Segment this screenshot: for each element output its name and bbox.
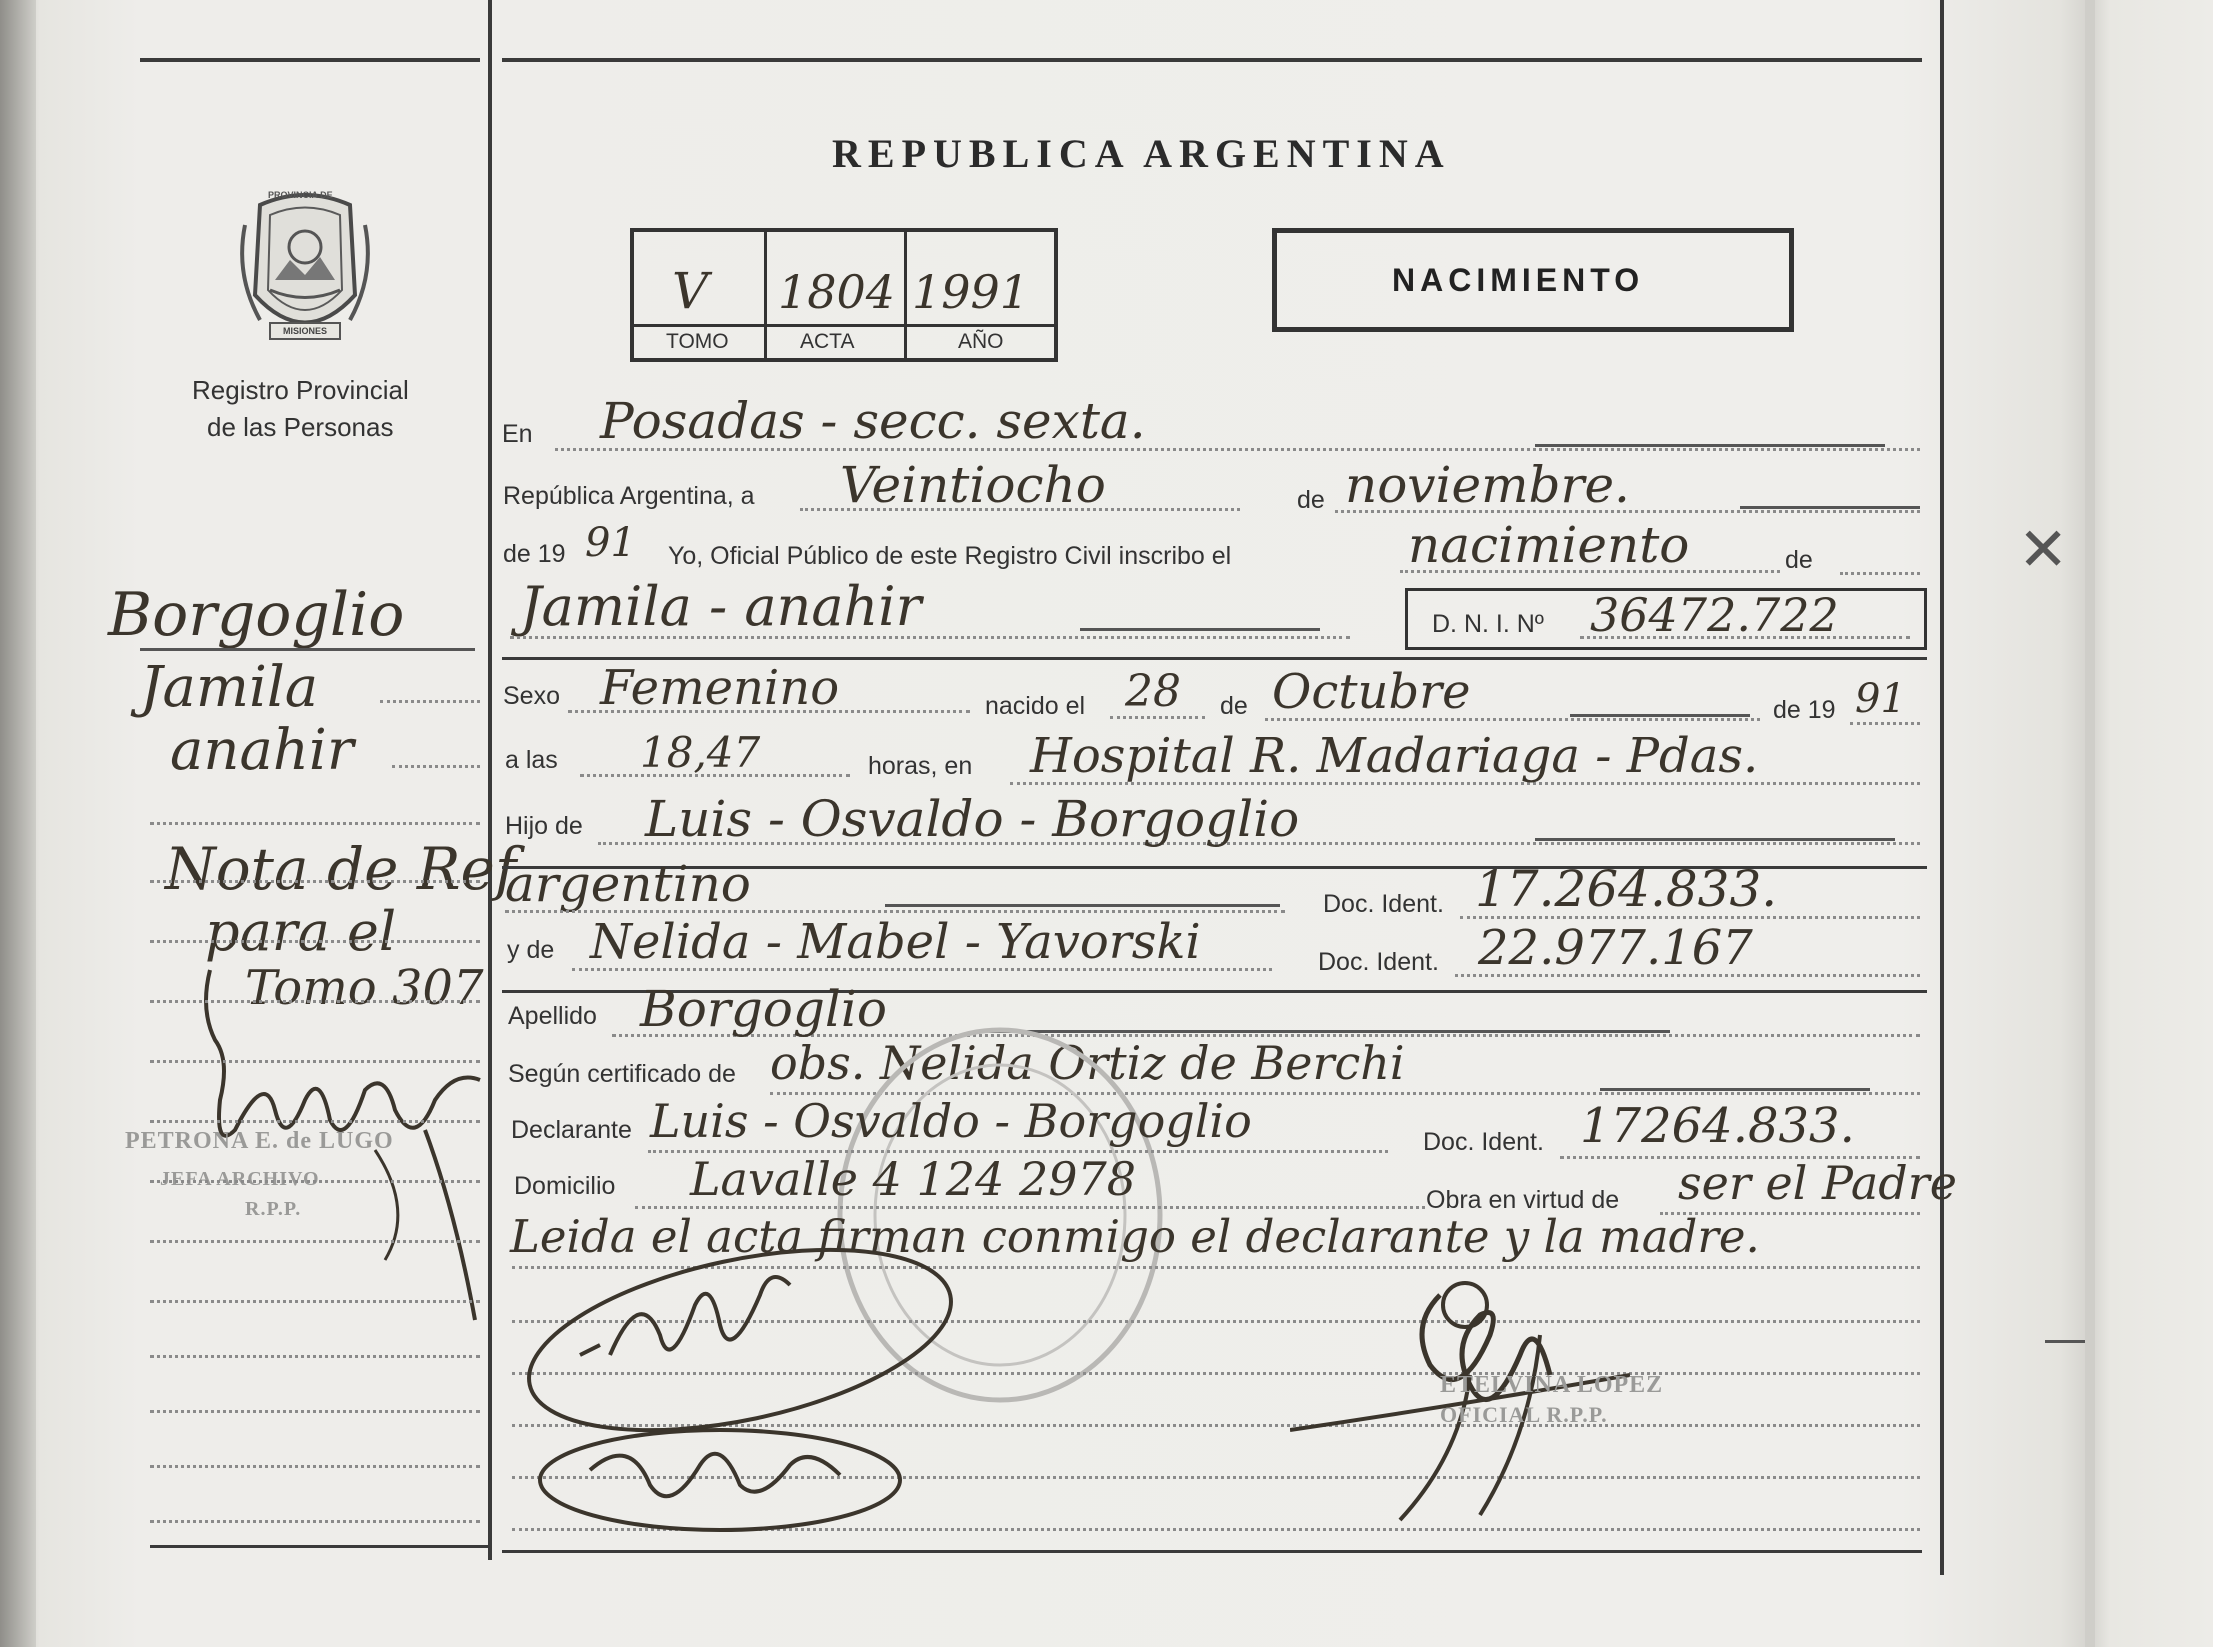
acta-value: 1804 [778,265,896,319]
label-domicilio: Domicilio [514,1172,616,1200]
value-hora: 18,47 [640,728,761,777]
value-nac-anio: 91 [1855,676,1906,722]
top-rule-main [502,58,1922,62]
label-horas: horas, en [868,752,973,780]
label-de-nombre: de [1785,546,1813,574]
value-obra: ser el Padre [1678,1156,1957,1210]
margin-stamp-line-1: PETRONA E. de LUGO [125,1128,394,1154]
anio-label: AÑO [958,330,1004,353]
label-republica: República Argentina, a [503,482,755,510]
top-rule-left [140,58,480,62]
binding-edge [0,0,36,1647]
value-madre: Nelida - Mabel - Yavorski [590,914,1201,970]
page-title: REPUBLICA ARGENTINA [832,131,1451,176]
label-segun: Según certificado de [508,1060,736,1088]
margin-rule-line [150,880,480,883]
right-frame [1940,0,1944,1575]
label-doc2: Doc. Ident. [1318,948,1439,976]
margin-rule-line [150,1300,480,1303]
margin-surname: Borgoglio [108,580,405,650]
value-apellido: Borgoglio [640,980,887,1038]
label-sexo: Sexo [503,682,560,710]
value-en: Posadas - secc. sexta. [600,392,1146,450]
label-doc3: Doc. Ident. [1423,1128,1544,1156]
margin-note-line-3: Tomo 307 [245,960,484,1016]
label-declarante: Declarante [511,1116,632,1144]
value-mes: noviembre. [1345,456,1630,514]
margin-rule-line [150,1000,480,1003]
bottom-rule-left [150,1545,490,1548]
value-declarante: Luis - Osvaldo - Borgoglio [650,1094,1252,1148]
value-sexo: Femenino [600,660,840,716]
margin-surname-line [140,648,475,651]
value-segun: obs. Nelida Ortiz de Berchi [770,1036,1405,1090]
margin-rule-line [150,1120,480,1123]
anio-value: 1991 [912,265,1030,319]
margin-rule-line [150,822,480,825]
margin-note-line-2: para el [205,900,397,963]
label-oficial: Yo, Oficial Público de este Registro Civil inscribo el [668,542,1232,570]
margin-rule-line [150,1520,480,1523]
margin-note-line-1: Nota de Ref [165,835,517,903]
label-nacido: nacido el [985,692,1086,720]
margin-rule-line [150,1240,480,1243]
label-de-mes: de [1297,486,1325,514]
margin-rule-line [150,1180,480,1183]
official-stamp-line-2: OFICIAL R.P.P. [1440,1402,1608,1427]
label-doc1: Doc. Ident. [1323,890,1444,918]
margin-rule-line [150,1465,480,1468]
label-obra: Obra en virtud de [1426,1186,1620,1214]
emblem-top-text: PROVINCIA DE [268,190,333,200]
value-dia: Veintiocho [840,456,1106,514]
act-type-label: NACIMIENTO [1392,262,1645,298]
declarant-signature [520,1245,980,1545]
value-padre: Luis - Osvaldo - Borgoglio [645,790,1300,848]
registry-line-1: Registro Provincial [192,375,409,405]
registry-line-2: de las Personas [207,412,394,442]
tomo-label: TOMO [666,330,729,353]
next-page-edge [2085,0,2095,1647]
value-padre-nac: argentino [505,855,751,913]
value-acto: nacimiento [1408,516,1690,574]
label-hijo: Hijo de [505,812,583,840]
margin-rule-line [150,1060,480,1063]
value-doc1: 17.264.833. [1475,860,1778,918]
tomo-value: V [672,262,709,320]
label-alas: a las [505,746,558,774]
label-dni: D. N. I. Nº [1432,610,1544,638]
value-lugar: Hospital R. Madariaga - Pdas. [1030,728,1759,784]
official-stamp-line-1: ETELVINA LOPEZ [1440,1372,1664,1398]
value-dni: 36472.722 [1590,588,1839,642]
value-doc3: 17264.833. [1580,1098,1855,1154]
margin-rule-line [150,1355,480,1358]
bottom-rule-main [502,1550,1922,1553]
stitch-mark-1: ✕ [2018,515,2069,585]
emblem-bottom-text: MISIONES [283,326,328,336]
label-yde: y de [507,936,555,964]
acta-label: ACTA [800,330,855,353]
value-nac-dia: 28 [1125,666,1181,717]
margin-rule-line [150,1410,480,1413]
label-apellido: Apellido [508,1002,597,1030]
margin-stamp-line-2: JEFA ARCHIVO [160,1168,320,1190]
value-anio: 91 [585,520,636,566]
label-de19: de 19 [503,540,566,568]
margin-stamp-line-3: R.P.P. [245,1198,302,1220]
value-nombre: Jamila - anahir [520,575,922,638]
margin-name-2: anahir [170,718,354,783]
margin-name-1: Jamila [140,655,319,720]
margin-rule-line [150,940,480,943]
label-en: En [502,420,533,448]
value-leida: Leida el acta firman conmigo el declarante y la madre. [510,1210,1760,1263]
value-nac-mes: Octubre [1272,664,1471,720]
value-domicilio: Lavalle 4 124 2978 [690,1152,1137,1206]
label-de-nac-mes: de [1220,692,1248,720]
label-de19-nac: de 19 [1773,696,1836,724]
value-doc2: 22.977.167 [1478,920,1753,976]
